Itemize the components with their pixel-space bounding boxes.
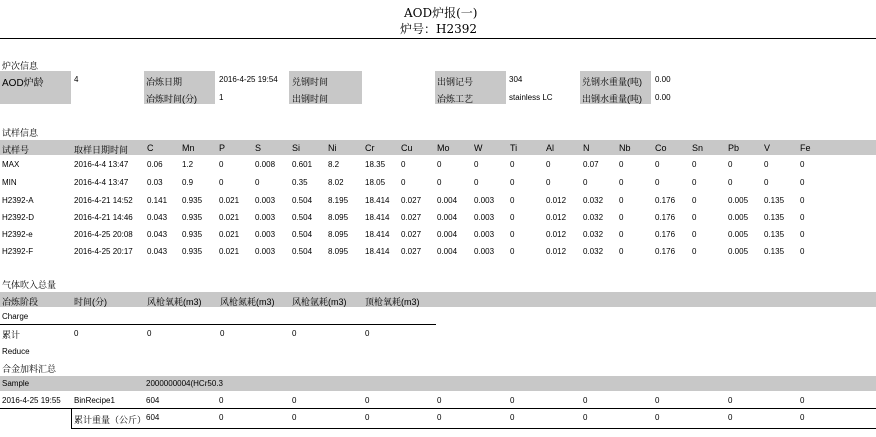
alloy-sample-label: Sample (2, 379, 30, 388)
alloy-info-title: 合金加料汇总 (2, 364, 57, 374)
sample-cell: 0.003 (474, 196, 495, 205)
sample-cell: 0.008 (255, 160, 276, 169)
sample-cell: 0.135 (764, 196, 785, 205)
sample-cell: 0.043 (147, 247, 168, 256)
sample-header-18: Pb (728, 143, 740, 153)
sample-cell: 0 (510, 160, 515, 169)
alloy-row-recipe: BinRecipe1 (74, 396, 115, 405)
gas-header-2: 风枪氧耗(m3) (147, 297, 202, 307)
sample-cell: 8.02 (328, 178, 344, 187)
gas-total-label: 累计 (2, 330, 21, 340)
sample-cell: 0 (619, 247, 624, 256)
sample-cell: 0.504 (292, 230, 313, 239)
sample-cell: 0 (800, 247, 805, 256)
sample-cell: 0.176 (655, 247, 676, 256)
sample-cell: 0.027 (401, 230, 422, 239)
gas-header-5: 顶枪氧耗(m3) (365, 297, 420, 307)
gas-header-4: 风枪氩耗(m3) (292, 297, 347, 307)
sample-cell: 0.003 (474, 247, 495, 256)
sample-cell: 0.027 (401, 196, 422, 205)
sample-cell: 0.176 (655, 196, 676, 205)
sample-cell: 0 (401, 160, 406, 169)
sample-cell: 0 (764, 178, 769, 187)
gas-header-1: 时间(分) (74, 297, 107, 307)
sample-header-20: Fe (800, 143, 811, 153)
in-weight-value: 0.00 (655, 75, 671, 84)
alloy-total-value: 0 (365, 413, 370, 422)
gas-total-value: 0 (147, 329, 152, 338)
sample-cell: 0.003 (255, 196, 276, 205)
smelt-time-label: 冶炼时间(分) (146, 94, 197, 104)
smelt-time-value: 1 (219, 93, 224, 102)
sample-header-13: Al (546, 143, 555, 153)
sample-cell: 0.003 (474, 230, 495, 239)
tap-steel-label: 兑钢时间 (292, 77, 329, 87)
sample-header-15: Nb (619, 143, 631, 153)
sample-header-4: P (219, 143, 226, 153)
sample-cell: H2392-A (2, 196, 34, 205)
sample-cell: 0.021 (219, 230, 240, 239)
alloy-total-value: 604 (146, 413, 160, 422)
sample-cell: 18.35 (365, 160, 386, 169)
alloy-row-value: 0 (510, 396, 515, 405)
sample-cell: 0.504 (292, 213, 313, 222)
sample-header-0: 试样号 (2, 145, 30, 155)
sample-cell: 0 (474, 178, 479, 187)
sample-cell: 2016-4-21 14:46 (74, 213, 133, 222)
sample-cell: 0 (800, 196, 805, 205)
sample-header-14: N (583, 143, 590, 153)
sample-cell: 8.195 (328, 196, 349, 205)
sample-cell: 0.135 (764, 213, 785, 222)
sample-cell: 0.9 (182, 178, 194, 187)
alloy-row-value: 0 (437, 396, 442, 405)
sample-cell: 0.03 (147, 178, 163, 187)
alloy-total-value: 0 (219, 413, 224, 422)
alloy-total-value: 0 (437, 413, 442, 422)
title-divider (0, 38, 876, 39)
sample-cell: 0.935 (182, 213, 203, 222)
sample-cell: 0.032 (583, 247, 604, 256)
sample-cell: 0.176 (655, 230, 676, 239)
alloy-row-time: 2016-4-25 19:55 (2, 396, 61, 405)
out-weight-value: 0.00 (655, 93, 671, 102)
sample-cell: 2016-4-4 13:47 (74, 160, 129, 169)
charge-label: Charge (2, 312, 29, 321)
sample-cell: 0.176 (655, 213, 676, 222)
sample-cell: 0.004 (437, 230, 458, 239)
sample-cell: 0 (692, 178, 697, 187)
sample-cell: 0.504 (292, 247, 313, 256)
sample-header-19: V (764, 143, 771, 153)
sample-cell: 0.012 (546, 196, 567, 205)
sample-cell: 0 (728, 160, 733, 169)
sample-cell: 0.003 (255, 213, 276, 222)
sample-cell: 0 (583, 178, 588, 187)
sample-cell: 0 (800, 213, 805, 222)
sample-cell: 0.07 (583, 160, 599, 169)
alloy-total-value: 0 (655, 413, 660, 422)
alloy-total-value: 0 (728, 413, 733, 422)
sample-cell: MIN (2, 178, 17, 187)
alloy-total-value: 0 (800, 413, 805, 422)
sample-cell: 0.021 (219, 213, 240, 222)
sample-header-5: S (255, 143, 262, 153)
sample-header-12: Ti (510, 143, 518, 153)
sample-cell: 0 (655, 178, 660, 187)
sample-cell: 0.06 (147, 160, 163, 169)
alloy-total-value: 0 (583, 413, 588, 422)
sample-cell: H2392-F (2, 247, 34, 256)
sample-cell: 0.004 (437, 213, 458, 222)
sample-cell: 0 (800, 160, 805, 169)
sample-header-11: W (474, 143, 483, 153)
sample-cell: 0.032 (583, 196, 604, 205)
aod-age-label: AOD炉龄 (2, 78, 44, 89)
sample-cell: 2016-4-25 20:08 (74, 230, 133, 239)
sample-cell: 0.043 (147, 230, 168, 239)
sample-cell: 0 (692, 230, 697, 239)
sample-cell: 0.012 (546, 213, 567, 222)
sample-cell: 18.414 (365, 196, 390, 205)
sample-cell: 0.012 (546, 230, 567, 239)
alloy-row-value: 0 (292, 396, 297, 405)
heat-number: 炉号：H2392 (400, 22, 478, 36)
alloy-header-bar (0, 376, 876, 391)
sample-cell: 0 (437, 160, 442, 169)
gas-divider (0, 324, 436, 325)
sample-cell: 0 (619, 196, 624, 205)
gas-header-3: 风枪氮耗(m3) (220, 297, 275, 307)
sample-cell: 0.005 (728, 196, 749, 205)
sample-header-2: C (147, 143, 154, 153)
sample-cell: 0 (619, 213, 624, 222)
sample-cell: 0.003 (255, 247, 276, 256)
sample-cell: 0.021 (219, 196, 240, 205)
smelt-date-value: 2016-4-25 19:54 (219, 75, 278, 84)
sample-cell: 0.141 (147, 196, 168, 205)
gas-info-title: 气体吹入总量 (2, 280, 57, 290)
sample-cell: 2016-4-25 20:17 (74, 247, 133, 256)
sample-cell: 0 (728, 178, 733, 187)
gas-total-value: 0 (365, 329, 370, 338)
sample-cell: 2016-4-21 14:52 (74, 196, 133, 205)
alloy-row-value: 604 (146, 396, 160, 405)
sample-cell: 0.135 (764, 230, 785, 239)
sample-cell: 0 (219, 160, 224, 169)
sample-cell: 0.004 (437, 196, 458, 205)
sample-cell: 0.043 (147, 213, 168, 222)
sample-cell: 18.414 (365, 230, 390, 239)
alloy-bottom-line (71, 428, 876, 429)
gas-header-bar (0, 292, 876, 307)
process-label: 冶炼工艺 (437, 94, 474, 104)
sample-cell: 0 (510, 178, 515, 187)
sample-cell: 0.012 (546, 247, 567, 256)
sample-cell: 0 (510, 230, 515, 239)
sample-cell: 0 (619, 178, 624, 187)
sample-cell: 0 (619, 230, 624, 239)
gas-header-0: 冶炼阶段 (2, 297, 39, 307)
sample-cell: 8.095 (328, 247, 349, 256)
alloy-total-label: 累计重量（公斤） (74, 415, 147, 425)
steel-mark-value: 304 (509, 75, 523, 84)
sample-cell: 0 (764, 160, 769, 169)
sample-header-3: Mn (182, 143, 195, 153)
sample-cell: H2392-D (2, 213, 35, 222)
sample-cell: 0 (800, 178, 805, 187)
sample-cell: 0.601 (292, 160, 313, 169)
page-title: AOD炉报(一) (404, 6, 478, 20)
sample-cell: 0 (255, 178, 260, 187)
sample-cell: 2016-4-4 13:47 (74, 178, 129, 187)
sample-cell: 1.2 (182, 160, 194, 169)
reduce-label: Reduce (2, 347, 30, 356)
out-steel-label: 出钢时间 (292, 94, 329, 104)
sample-cell: 0.027 (401, 247, 422, 256)
alloy-divider (0, 408, 876, 409)
sample-cell: 0.935 (182, 196, 203, 205)
sample-cell: 0.021 (219, 247, 240, 256)
sample-cell: H2392-e (2, 230, 33, 239)
sample-cell: MAX (2, 160, 20, 169)
sample-cell: 0.003 (474, 213, 495, 222)
sample-cell: 0 (692, 247, 697, 256)
sample-cell: 0 (800, 230, 805, 239)
sample-cell: 18.05 (365, 178, 386, 187)
out-weight-label: 出钢水重量(吨) (582, 94, 642, 104)
sample-header-17: Sn (692, 143, 704, 153)
sample-cell: 8.2 (328, 160, 340, 169)
sample-cell: 0.005 (728, 247, 749, 256)
sample-cell: 0 (510, 196, 515, 205)
sample-cell: 0 (692, 160, 697, 169)
alloy-row-value: 0 (655, 396, 660, 405)
sample-cell: 0 (546, 160, 551, 169)
alloy-row-value: 0 (219, 396, 224, 405)
sample-cell: 0 (219, 178, 224, 187)
sample-cell: 0.935 (182, 247, 203, 256)
sample-header-8: Cr (365, 143, 375, 153)
sample-cell: 0.032 (583, 213, 604, 222)
sample-cell: 8.095 (328, 230, 349, 239)
sample-cell: 18.414 (365, 213, 390, 222)
sample-cell: 0.005 (728, 230, 749, 239)
sample-cell: 0.032 (583, 230, 604, 239)
sample-cell: 0 (510, 247, 515, 256)
alloy-total-left-border (71, 409, 72, 429)
sample-cell: 0 (655, 160, 660, 169)
steel-mark-label: 出钢记号 (437, 77, 474, 87)
sample-cell: 0.027 (401, 213, 422, 222)
process-value: stainless LC (509, 93, 553, 102)
alloy-total-value: 0 (510, 413, 515, 422)
in-weight-label: 兑钢水重量(吨) (582, 77, 642, 87)
gas-total-value: 0 (292, 329, 297, 338)
sample-header-6: Si (292, 143, 301, 153)
sample-cell: 0.35 (292, 178, 308, 187)
sample-cell: 0 (510, 213, 515, 222)
heat-info-title: 炉次信息 (2, 61, 39, 71)
sample-cell: 0 (546, 178, 551, 187)
sample-header-10: Mo (437, 143, 450, 153)
alloy-row-value: 0 (800, 396, 805, 405)
sample-header-1: 取样日期时间 (74, 145, 129, 155)
sample-cell: 0.504 (292, 196, 313, 205)
sample-cell: 0 (692, 213, 697, 222)
smelt-date-label: 冶炼日期 (146, 77, 183, 87)
sample-cell: 0.005 (728, 213, 749, 222)
sample-cell: 0.003 (255, 230, 276, 239)
sample-cell: 0 (437, 178, 442, 187)
alloy-total-value: 0 (292, 413, 297, 422)
sample-cell: 0 (401, 178, 406, 187)
sample-cell: 0.004 (437, 247, 458, 256)
gas-total-value: 0 (220, 329, 225, 338)
sample-cell: 8.095 (328, 213, 349, 222)
sample-info-title: 试样信息 (2, 128, 39, 138)
sample-cell: 0 (474, 160, 479, 169)
sample-cell: 18.414 (365, 247, 390, 256)
sample-header-16: Co (655, 143, 667, 153)
alloy-sample-material: 2000000004(HCr50.3 (146, 379, 223, 388)
sample-header-7: Ni (328, 143, 337, 153)
sample-cell: 0.135 (764, 247, 785, 256)
alloy-row-value: 0 (583, 396, 588, 405)
sample-header-9: Cu (401, 143, 413, 153)
alloy-row-value: 0 (728, 396, 733, 405)
sample-cell: 0.935 (182, 230, 203, 239)
aod-age-value: 4 (74, 75, 79, 84)
gas-total-value: 0 (74, 329, 79, 338)
sample-cell: 0 (692, 196, 697, 205)
alloy-row-value: 0 (365, 396, 370, 405)
sample-cell: 0 (619, 160, 624, 169)
